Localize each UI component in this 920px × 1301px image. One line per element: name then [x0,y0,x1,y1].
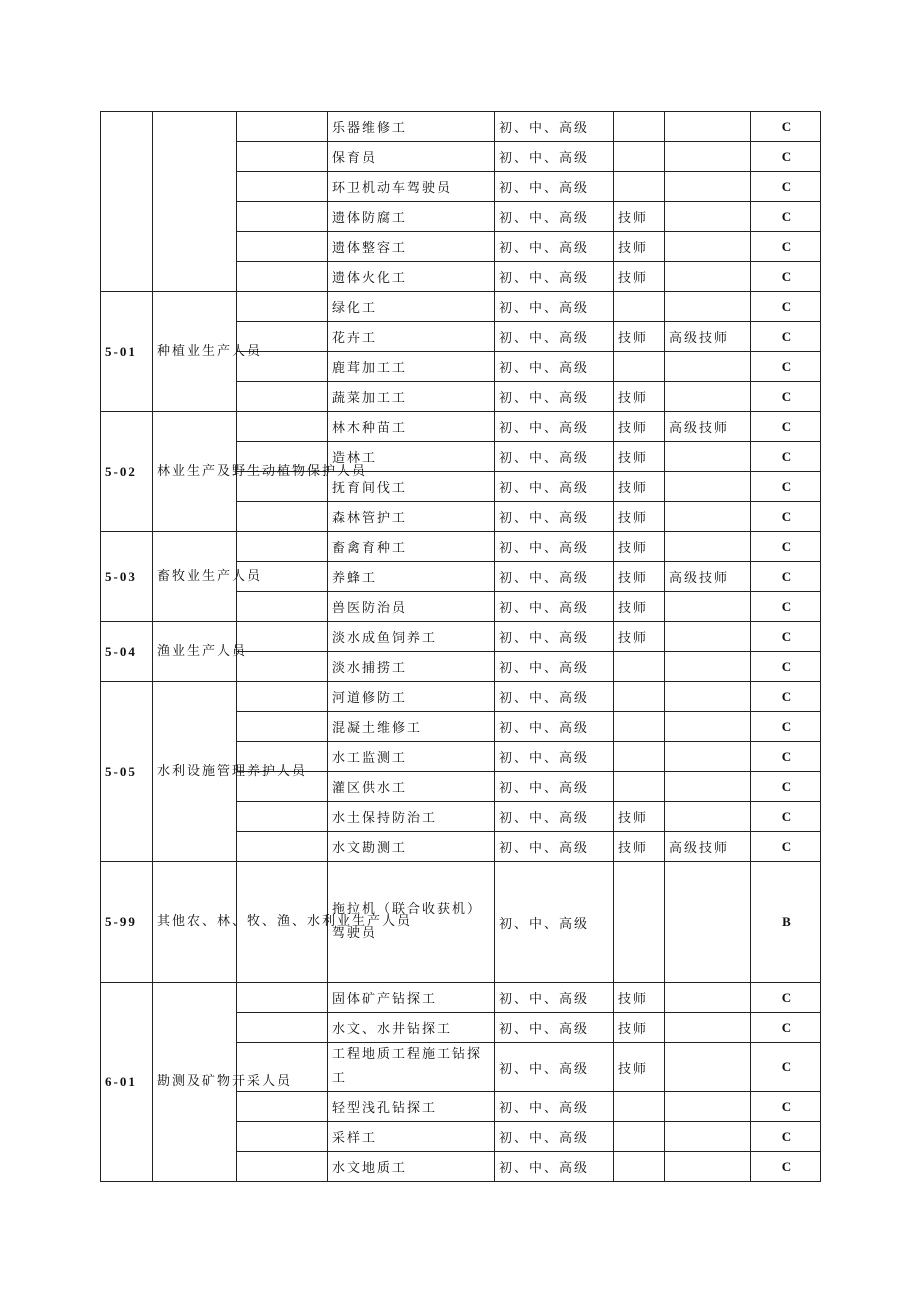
level-senior-technician [665,622,751,652]
level-technician [614,352,665,382]
level-senior-technician [665,682,751,712]
subgroup-cell [237,532,328,562]
level-basic: 初、中、高级 [495,502,614,532]
occupation-grade: C [751,262,821,292]
group-code: 5-01 [101,292,153,412]
level-basic: 初、中、高级 [495,592,614,622]
occupation-name: 畜禽育种工 [328,532,495,562]
level-senior-technician [665,232,751,262]
group-category [153,112,237,292]
level-senior-technician [665,652,751,682]
occupation-grade: B [751,862,821,983]
occupation-grade: C [751,1043,821,1092]
level-senior-technician [665,1043,751,1092]
level-basic: 初、中、高级 [495,472,614,502]
level-technician: 技师 [614,322,665,352]
occupation-grade: C [751,712,821,742]
level-technician: 技师 [614,562,665,592]
table-body [101,112,821,1182]
occupation-name: 造林工 [328,442,495,472]
occupation-grade: C [751,562,821,592]
level-technician: 技师 [614,802,665,832]
level-senior-technician [665,142,751,172]
subgroup-cell [237,202,328,232]
group-category: 林业生产及野生动植物保护人员 [153,412,237,532]
level-basic: 初、中、高级 [495,772,614,802]
level-senior-technician [665,802,751,832]
occupation-name: 抚育间伐工 [328,472,495,502]
occupation-name: 拖拉机（联合收获机）驾驶员 [328,862,495,983]
subgroup-cell [237,232,328,262]
subgroup-cell [237,502,328,532]
subgroup-cell [237,983,328,1013]
level-basic: 初、中、高级 [495,983,614,1013]
level-technician [614,172,665,202]
level-technician: 技师 [614,532,665,562]
subgroup-cell [237,262,328,292]
level-technician [614,1152,665,1182]
occupation-name: 森林管护工 [328,502,495,532]
occupation-grade: C [751,592,821,622]
level-technician [614,292,665,322]
subgroup-cell [237,682,328,712]
occupation-grade: C [751,292,821,322]
level-technician: 技师 [614,262,665,292]
level-senior-technician [665,292,751,322]
subgroup-cell [237,112,328,142]
level-senior-technician [665,983,751,1013]
level-basic: 初、中、高级 [495,292,614,322]
group-category: 种植业生产人员 [153,292,237,412]
occupation-grade: C [751,142,821,172]
level-senior-technician: 高级技师 [665,562,751,592]
occupation-grade: C [751,652,821,682]
level-technician: 技师 [614,472,665,502]
occupation-name: 遗体火化工 [328,262,495,292]
level-basic: 初、中、高级 [495,652,614,682]
subgroup-cell [237,172,328,202]
occupation-name: 环卫机动车驾驶员 [328,172,495,202]
level-basic: 初、中、高级 [495,112,614,142]
level-senior-technician [665,862,751,983]
occupation-name: 蔬菜加工工 [328,382,495,412]
subgroup-cell [237,712,328,742]
level-senior-technician [665,742,751,772]
level-senior-technician: 高级技师 [665,412,751,442]
occupation-name: 轻型浅孔钻探工 [328,1092,495,1122]
occupation-name: 灌区供水工 [328,772,495,802]
level-technician [614,682,665,712]
group-code: 5-04 [101,622,153,682]
level-senior-technician [665,502,751,532]
level-basic: 初、中、高级 [495,1152,614,1182]
level-senior-technician: 高级技师 [665,322,751,352]
occupation-grade: C [751,772,821,802]
subgroup-cell [237,412,328,442]
level-senior-technician [665,532,751,562]
level-senior-technician [665,112,751,142]
group-code: 5-05 [101,682,153,862]
table-row [101,983,821,1013]
level-technician: 技师 [614,502,665,532]
occupation-name: 淡水成鱼饲养工 [328,622,495,652]
level-basic: 初、中、高级 [495,802,614,832]
table-row [101,532,821,562]
level-technician: 技师 [614,832,665,862]
level-basic: 初、中、高级 [495,442,614,472]
level-senior-technician [665,172,751,202]
level-technician: 技师 [614,983,665,1013]
level-technician: 技师 [614,1043,665,1092]
level-basic: 初、中、高级 [495,712,614,742]
occupation-grade: C [751,202,821,232]
subgroup-cell [237,142,328,172]
group-code: 5-02 [101,412,153,532]
occupation-name: 河道修防工 [328,682,495,712]
table-row [101,622,821,652]
level-senior-technician [665,382,751,412]
occupation-name: 花卉工 [328,322,495,352]
level-basic: 初、中、高级 [495,682,614,712]
subgroup-cell [237,1013,328,1043]
occupation-name: 遗体整容工 [328,232,495,262]
occupation-name: 养蜂工 [328,562,495,592]
subgroup-cell [237,1152,328,1182]
occupation-name: 遗体防腐工 [328,202,495,232]
level-basic: 初、中、高级 [495,1043,614,1092]
group-code [101,112,153,292]
level-basic: 初、中、高级 [495,172,614,202]
occupation-name: 水文、水井钻探工 [328,1013,495,1043]
level-technician: 技师 [614,202,665,232]
level-technician [614,112,665,142]
occupation-table [100,111,821,1182]
occupation-name: 固体矿产钻探工 [328,983,495,1013]
occupation-grade: C [751,832,821,862]
level-technician: 技师 [614,1013,665,1043]
level-basic: 初、中、高级 [495,1013,614,1043]
group-category: 渔业生产人员 [153,622,237,682]
subgroup-cell [237,292,328,322]
occupation-name: 水文地质工 [328,1152,495,1182]
level-technician: 技师 [614,592,665,622]
table-row [101,112,821,142]
subgroup-cell [237,652,328,682]
level-basic: 初、中、高级 [495,862,614,983]
occupation-grade: C [751,622,821,652]
level-basic: 初、中、高级 [495,742,614,772]
occupation-grade: C [751,802,821,832]
occupation-name: 绿化工 [328,292,495,322]
occupation-grade: C [751,322,821,352]
level-basic: 初、中、高级 [495,832,614,862]
level-basic: 初、中、高级 [495,412,614,442]
level-senior-technician [665,1122,751,1152]
level-senior-technician: 高级技师 [665,832,751,862]
occupation-grade: C [751,1122,821,1152]
occupation-name: 乐器维修工 [328,112,495,142]
group-code: 5-03 [101,532,153,622]
occupation-name: 采样工 [328,1122,495,1152]
level-senior-technician [665,442,751,472]
occupation-name: 水土保持防治工 [328,802,495,832]
occupation-grade: C [751,472,821,502]
occupation-grade: C [751,1013,821,1043]
group-code: 5-99 [101,862,153,983]
group-code: 6-01 [101,983,153,1182]
occupation-grade: C [751,352,821,382]
level-senior-technician [665,712,751,742]
level-basic: 初、中、高级 [495,142,614,172]
table-row [101,862,821,983]
level-technician [614,652,665,682]
level-basic: 初、中、高级 [495,352,614,382]
level-senior-technician [665,262,751,292]
level-basic: 初、中、高级 [495,562,614,592]
level-basic: 初、中、高级 [495,622,614,652]
level-senior-technician [665,772,751,802]
occupation-grade: C [751,172,821,202]
level-technician: 技师 [614,622,665,652]
level-senior-technician [665,1013,751,1043]
occupation-grade: C [751,232,821,262]
group-category: 勘测及矿物开采人员 [153,983,237,1182]
occupation-name: 淡水捕捞工 [328,652,495,682]
table-row [101,412,821,442]
occupation-grade: C [751,1092,821,1122]
occupation-grade: C [751,412,821,442]
group-category: 其他农、林、牧、渔、水利业生产人员 [153,862,237,983]
level-senior-technician [665,472,751,502]
occupation-grade: C [751,502,821,532]
level-basic: 初、中、高级 [495,1122,614,1152]
occupation-name: 工程地质工程施工钻探工 [328,1043,495,1092]
occupation-grade: C [751,742,821,772]
level-senior-technician [665,1092,751,1122]
level-technician [614,1092,665,1122]
level-technician: 技师 [614,382,665,412]
level-senior-technician [665,592,751,622]
level-technician [614,862,665,983]
occupation-grade: C [751,382,821,412]
occupation-grade: C [751,682,821,712]
level-technician: 技师 [614,442,665,472]
level-technician: 技师 [614,412,665,442]
subgroup-cell [237,592,328,622]
occupation-grade: C [751,1152,821,1182]
subgroup-cell [237,802,328,832]
level-senior-technician [665,202,751,232]
level-senior-technician [665,352,751,382]
occupation-name: 混凝土维修工 [328,712,495,742]
level-basic: 初、中、高级 [495,202,614,232]
occupation-name: 鹿茸加工工 [328,352,495,382]
level-basic: 初、中、高级 [495,382,614,412]
level-technician: 技师 [614,232,665,262]
level-technician [614,742,665,772]
level-basic: 初、中、高级 [495,532,614,562]
table-row [101,682,821,712]
occupation-name: 水文勘测工 [328,832,495,862]
level-basic: 初、中、高级 [495,1092,614,1122]
subgroup-cell [237,1122,328,1152]
level-technician [614,772,665,802]
occupation-name: 水工监测工 [328,742,495,772]
occupation-name: 兽医防治员 [328,592,495,622]
group-category: 水利设施管理养护人员 [153,682,237,862]
subgroup-cell [237,1092,328,1122]
level-basic: 初、中、高级 [495,232,614,262]
level-basic: 初、中、高级 [495,322,614,352]
occupation-grade: C [751,532,821,562]
occupation-name: 林木种苗工 [328,412,495,442]
occupation-grade: C [751,983,821,1013]
level-technician [614,712,665,742]
level-senior-technician [665,1152,751,1182]
subgroup-cell [237,832,328,862]
occupation-grade: C [751,442,821,472]
occupation-grade: C [751,112,821,142]
table-row [101,292,821,322]
occupation-name: 保育员 [328,142,495,172]
level-basic: 初、中、高级 [495,262,614,292]
subgroup-cell [237,622,328,652]
level-technician [614,142,665,172]
level-technician [614,1122,665,1152]
group-category: 畜牧业生产人员 [153,532,237,622]
subgroup-cell [237,382,328,412]
